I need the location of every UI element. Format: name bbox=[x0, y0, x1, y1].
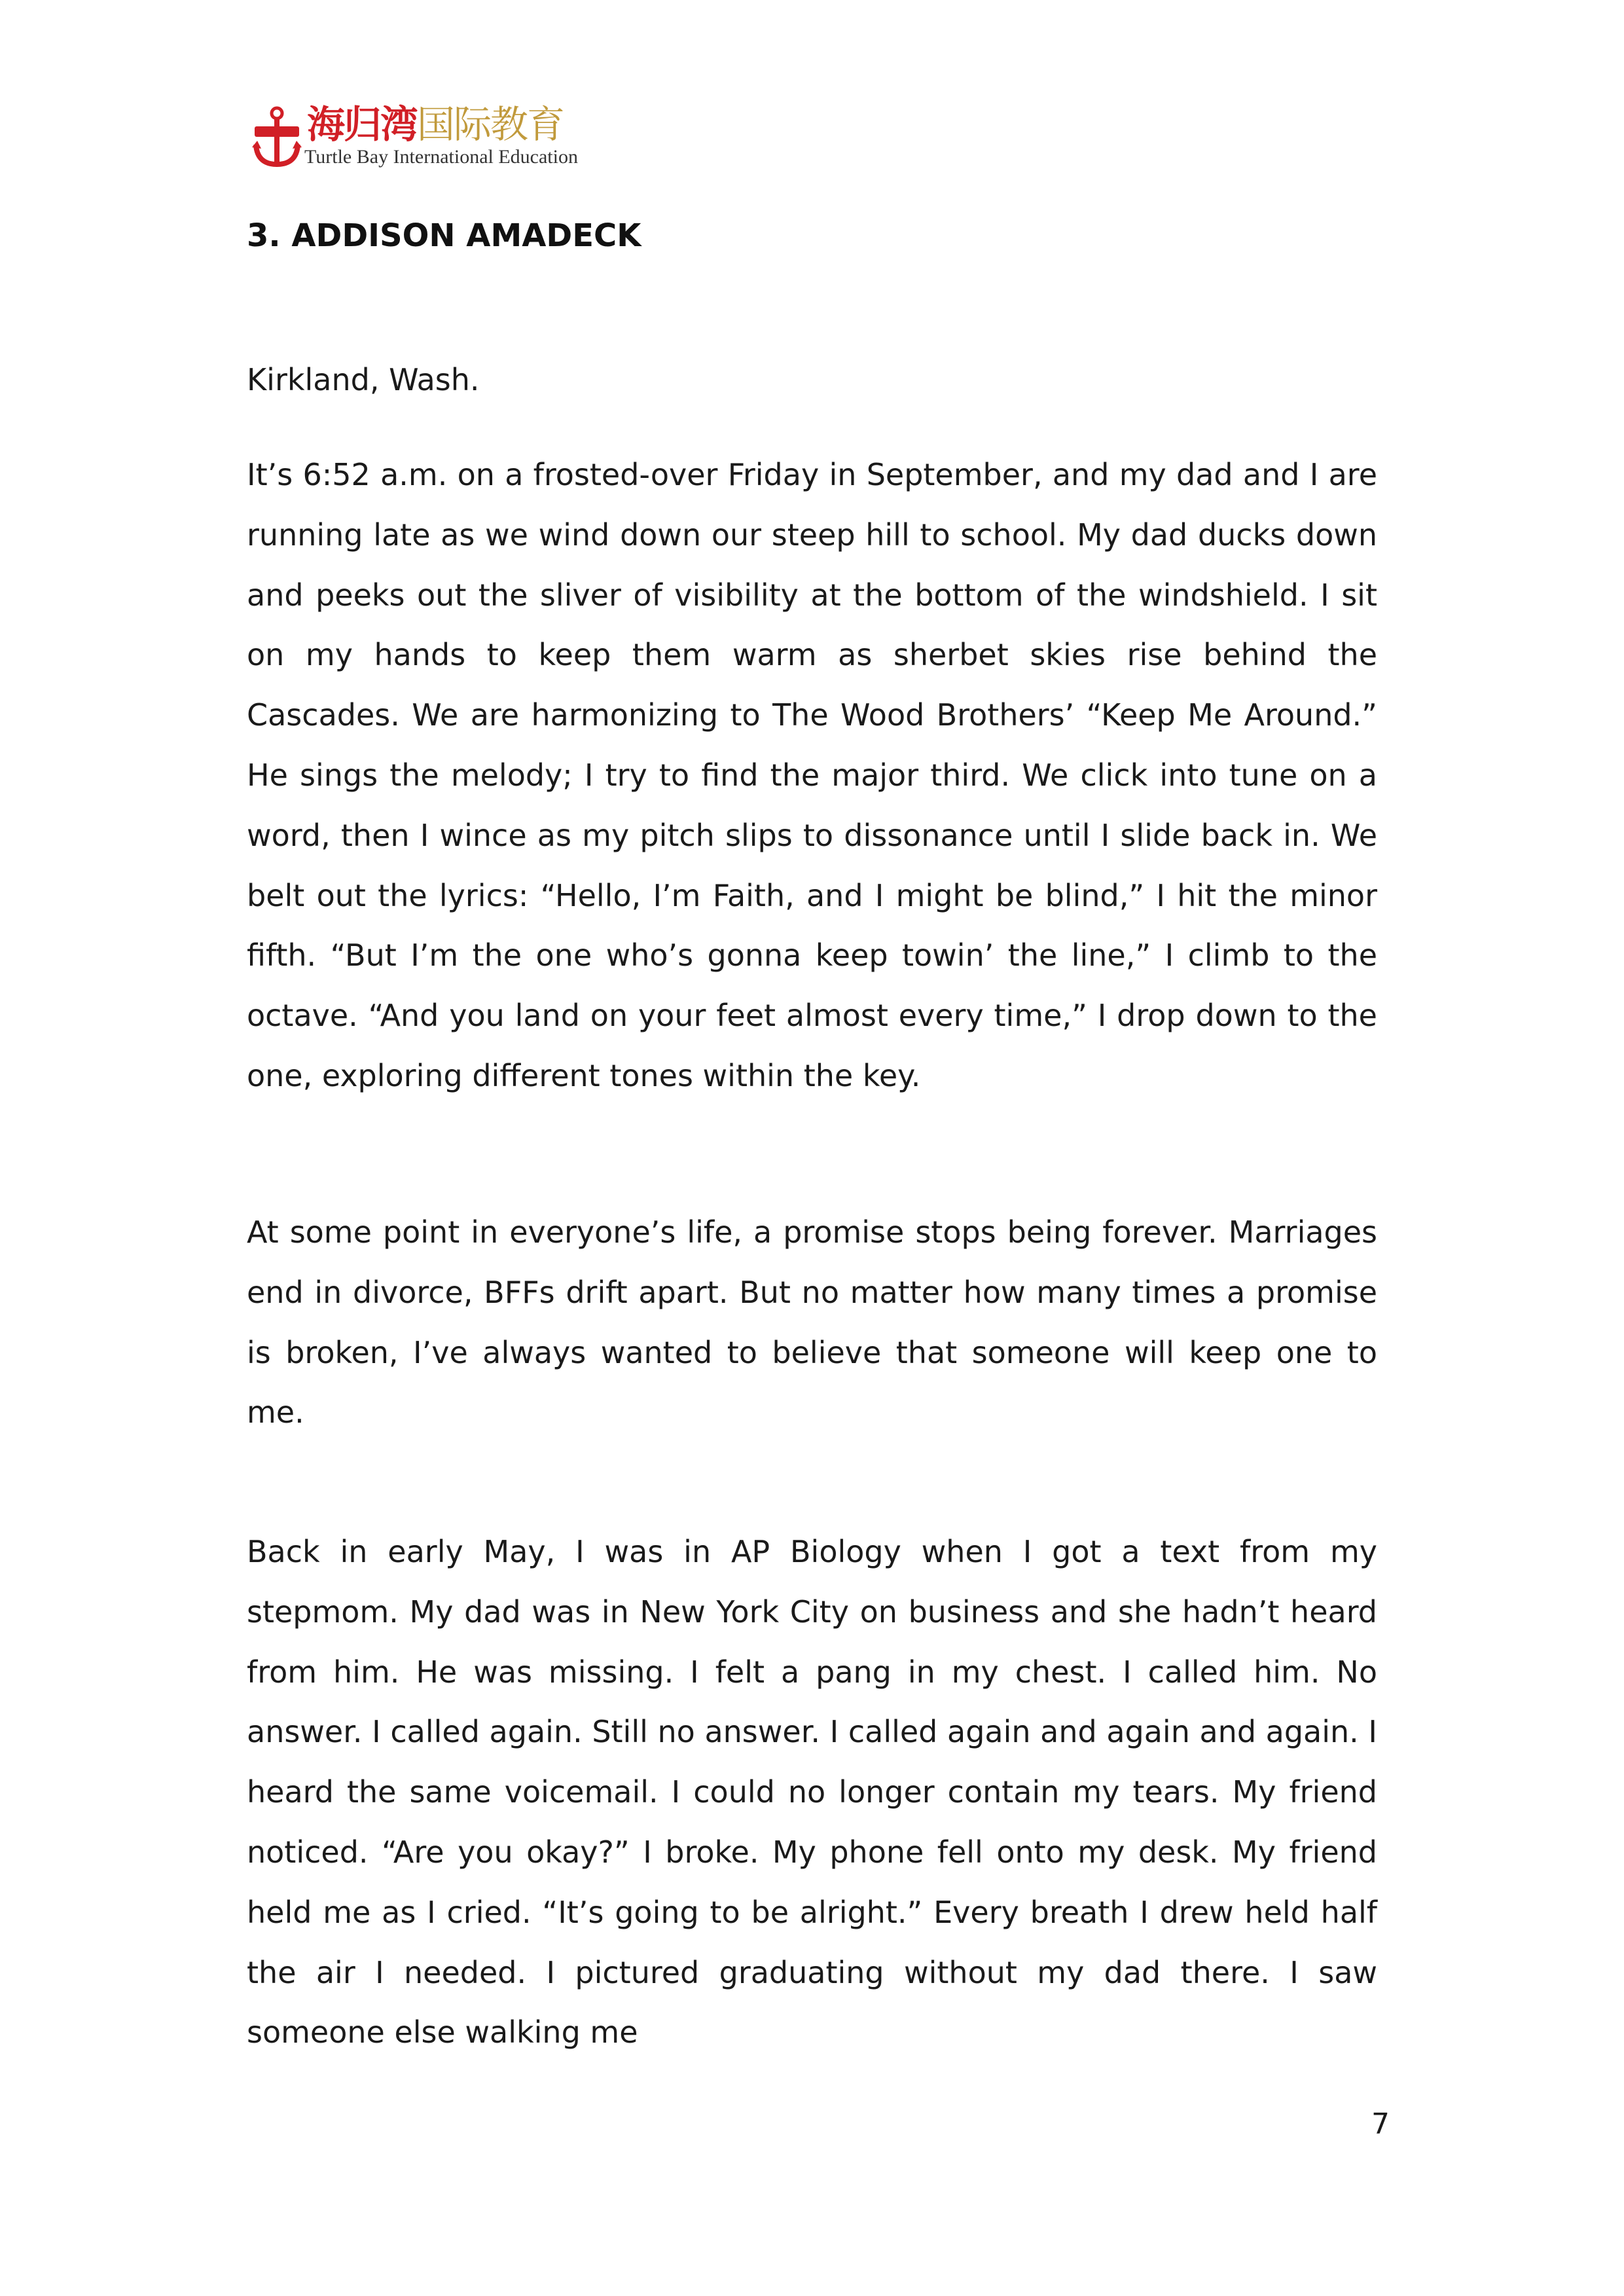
logo-cn-part1: 海归湾 bbox=[307, 102, 418, 147]
essay-heading: 3. ADDISON AMADECK bbox=[247, 217, 641, 254]
logo-chinese-text bbox=[307, 101, 564, 147]
paragraph-1: It’s 6:52 a.m. on a frosted-over Friday in September, and my dad and I are running late as we wind down our steep hill to school. My dad ducks down and peeks out the sliver of visibility at the bottom of the windshield. I sit on my hands to keep them warm as sherbet skies rise behind the Cascades. We are harmonizing to The Wood Brothers’ “Keep Me Around.” He sings the melody; I try to find the major third. We click into tune on a word, then I wince as my pitch slips to dissonance until I slide back in. We belt out the lyrics: “Hello, I’m Faith, and I might be blind,” I hit the minor fifth. “But I’m the one who’s gonna keep towin’ the line,” I climb to the octave. “And you land on your feet almost every time,” I drop down to the one, exploring different tones within the key. bbox=[247, 457, 1377, 1093]
header-logo bbox=[251, 101, 617, 173]
anchor-icon bbox=[251, 104, 303, 170]
page-number: 7 bbox=[1371, 2107, 1390, 2141]
paragraph-3: Back in early May, I was in AP Biology when I got a text from my stepmom. My dad was in New York City on business and she hadn’t heard from him. He was missing. I felt a pang in my chest. I called him. No answer. I called again. Still no answer. I called again and again and again. I heard the same voicemail. I could no longer contain my tears. My friend noticed. “Are you okay?” I broke. My phone fell onto my desk. My friend held me as I cried. “It’s going to be alright.” Every breath I drew held half the air I needed. I pictured graduating without my dad there. I saw someone else walking me bbox=[247, 1534, 1377, 2050]
logo-cn-part2: 国际教育 bbox=[417, 102, 564, 147]
location-line: Kirkland, Wash. bbox=[247, 362, 480, 397]
logo-english-text: Turtle Bay International Education bbox=[304, 146, 578, 168]
paragraph-2: At some point in everyone’s life, a promise stops being forever. Marriages end in divorce, BFFs drift apart. But no matter how many times a promise is broken, I’ve always wanted to believe that someone will keep one to me. bbox=[247, 1214, 1377, 1430]
